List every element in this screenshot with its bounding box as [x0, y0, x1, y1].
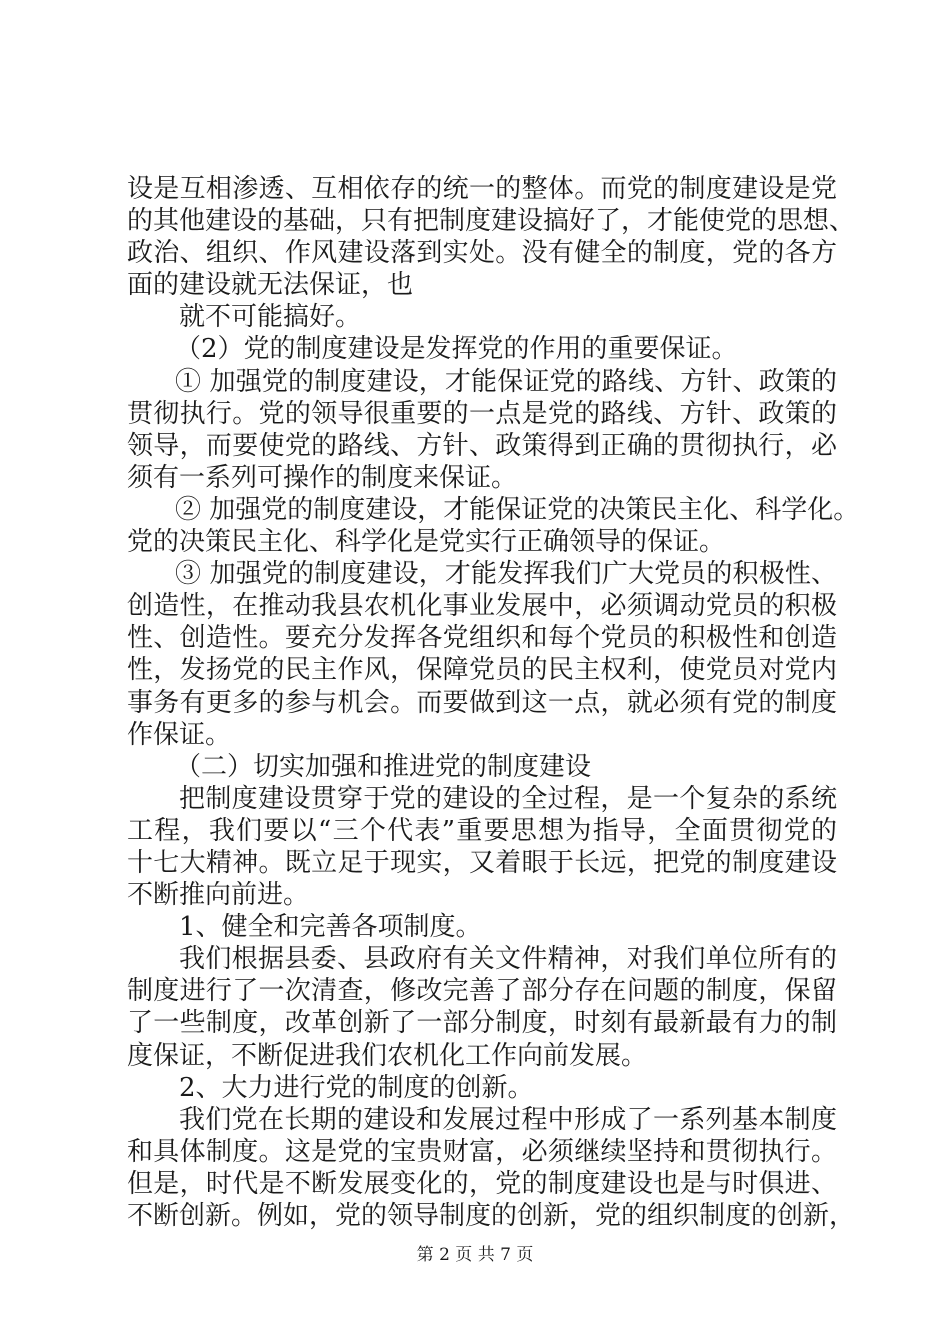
text-line: ② 加强党的制度建设，才能保证党的决策民主化、科学化。	[175, 494, 860, 525]
text-line: 的其他建设的基础，只有把制度建设搞好了，才能使党的思想、	[127, 206, 856, 237]
text-line: 性、创造性。要充分发挥各党组织和每个党员的积极性和创造	[127, 623, 837, 654]
text-line: 我们党在长期的建设和发展过程中形成了一系列基本制度	[179, 1104, 837, 1135]
text-line: 政治、组织、作风建设落到实处。没有健全的制度，党的各方	[127, 238, 837, 269]
text-line: 就不可能搞好。	[179, 302, 362, 333]
text-line: 设是互相渗透、互相依存的统一的整体。而党的制度建设是党	[127, 174, 837, 204]
text-line: 创造性，在推动我县农机化事业发展中，必须调动党员的积极	[127, 591, 837, 622]
section-heading: （2）党的制度建设是发挥党的作用的重要保证。	[175, 334, 738, 365]
text-line: ① 加强党的制度建设，才能保证党的路线、方针、政策的	[175, 366, 837, 397]
text-line: 和具体制度。这是党的宝贵财富，必须继续坚持和贯彻执行。	[127, 1136, 837, 1167]
text-line: 度保证，不断促进我们农机化工作向前发展。	[127, 1040, 648, 1071]
text-line: 党的决策民主化、科学化是党实行正确领导的保证。	[127, 527, 726, 558]
text-line: 面的建设就无法保证，也	[127, 270, 414, 301]
text-line: 须有一系列可操作的制度来保证。	[127, 462, 518, 493]
subsection-heading: 2、大力进行党的制度的创新。	[179, 1072, 534, 1103]
text-line: 贯彻执行。党的领导很重要的一点是党的路线、方针、政策的	[127, 398, 837, 429]
subsection-heading: 1、健全和完善各项制度。	[179, 912, 482, 943]
text-line: 但是，时代是不断发展变化的，党的制度建设也是与时俱进、	[127, 1168, 837, 1199]
text-line: ③ 加强党的制度建设，才能发挥我们广大党员的积极性、	[175, 559, 837, 590]
section-heading: （二）切实加强和推进党的制度建设	[175, 751, 592, 782]
text-line: 不断推向前进。	[127, 880, 310, 911]
text-line: 我们根据县委、县政府有关文件精神，对我们单位所有的	[179, 944, 837, 975]
text-line: 了一些制度，改革创新了一部分制度，时刻有最新最有力的制	[127, 1008, 837, 1039]
text-line: 把制度建设贯穿于党的建设的全过程，是一个复杂的系统	[179, 783, 837, 814]
text-line: 作保证。	[127, 719, 232, 750]
text-line: 工程，我们要以“三个代表”重要思想为指导，全面贯彻党的	[127, 815, 837, 846]
text-line: 不断创新。例如，党的领导制度的创新，党的组织制度的创新，	[127, 1201, 856, 1231]
text-line: 事务有更多的参与机会。而要做到这一点，就必须有党的制度	[127, 687, 837, 718]
page-number-footer: 第 2 页 共 7 页	[416, 1245, 534, 1265]
text-line: 制度进行了一次清查，修改完善了部分存在问题的制度，保留	[127, 976, 837, 1007]
body-text	[127, 173, 860, 1232]
text-line: 领导，而要使党的路线、方针、政策得到正确的贯彻执行，必	[127, 430, 837, 461]
text-line: 十七大精神。既立足于现实，又着眼于长远，把党的制度建设	[127, 847, 837, 878]
text-line: 性，发扬党的民主作风，保障党员的民主权利，使党员对党内	[127, 655, 837, 686]
